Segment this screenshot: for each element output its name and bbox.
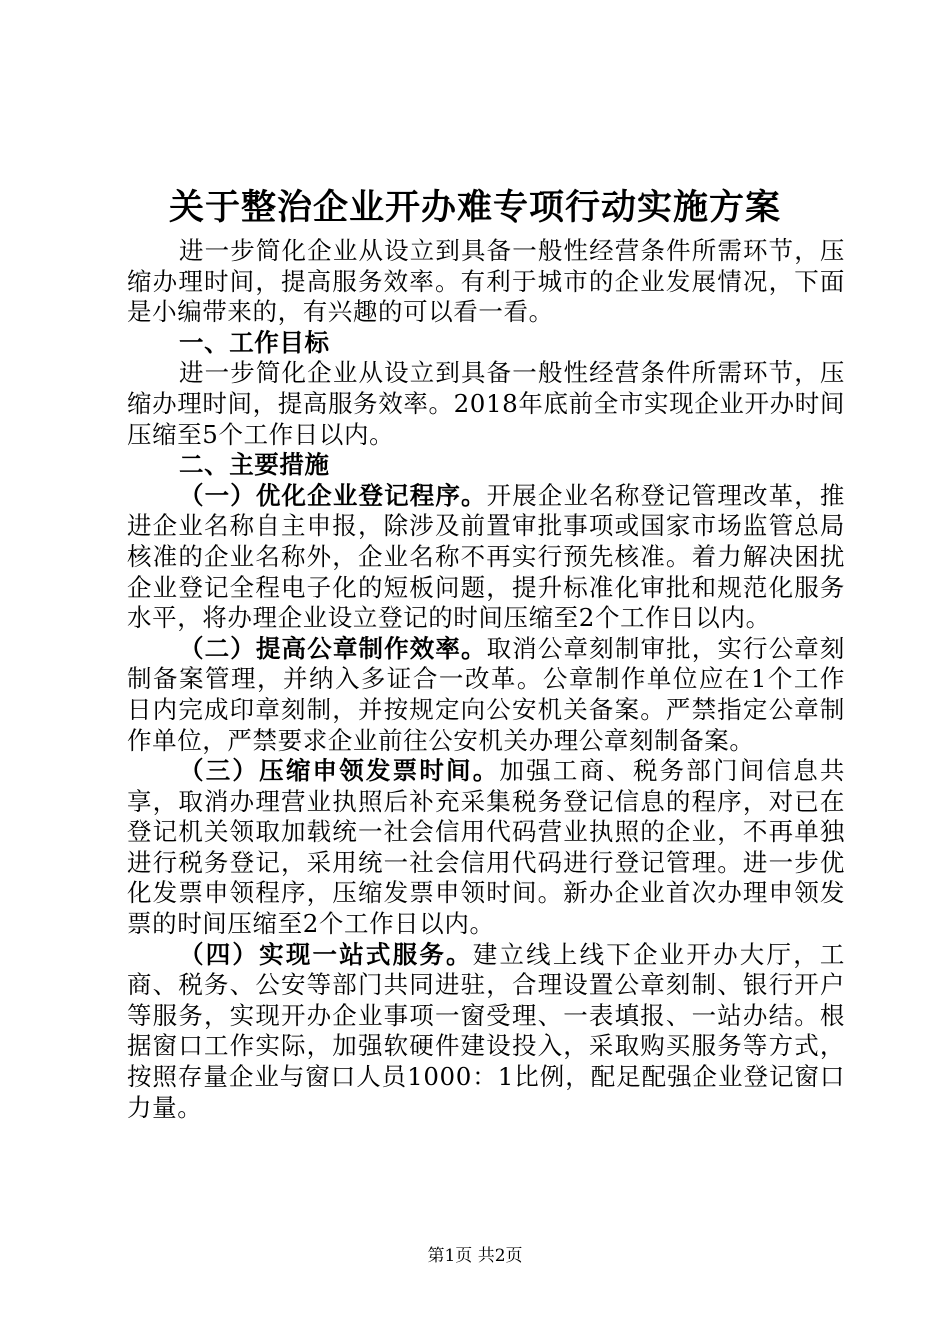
measure-item-4-lead: （四）实现一站式服务。 [179,939,473,969]
measure-item-1-text: 开展企业名称登记管理改革，推进企业名称自主申报，除涉及前置审批事项或国家市场监管总局核准的企业名称外，企业名称不再实行预先核准。着力解决困扰企业登记全程电子化的短板问题，提升标准化审批和规范化服务水平，将办理企业设立登记的时间压缩至2个工作日以内。 [127,480,846,633]
section-heading-measures: 二、主要措施 [179,450,330,480]
measure-item-3-text: 加强工商、税务部门间信息共享，取消办理营业执照后补充采集税务登记信息的程序，对已在登记机关领取加载统一社会信用代码营业执照的企业，不再单独进行税务登记，采用统一社会信用代码进行登记管理。进一步优化发票申领程序，压缩发票申领时间。新办企业首次办理申领发票的时间压缩至2个工作日以内。 [127,756,845,939]
section-heading-goals: 一、工作目标 [179,327,330,357]
measure-item-3-lead: （三）压缩申领发票时间。 [179,756,500,786]
goals-paragraph: 进一步简化企业从设立到具备一般性经营条件所需环节，压缩办理时间，提高服务效率。2018年底前全市实现企业开办时间压缩至5个工作日以内。 [127,358,845,449]
document-body [127,236,845,1123]
document-title: 关于整治企业开办难专项行动实施方案 [168,188,781,228]
measure-item-2 [127,634,845,756]
measure-item-1 [127,481,845,634]
measure-item-3 [127,756,845,940]
page-footer: 第1页 共2页 [427,1246,523,1266]
measure-item-4 [127,940,845,1124]
measure-item-1-lead: （一）优化企业登记程序。 [179,480,487,510]
intro-paragraph: 进一步简化企业从设立到具备一般性经营条件所需环节，压缩办理时间，提高服务效率。有利于城市的企业发展情况，下面是小编带来的，有兴趣的可以看一看。 [127,236,845,327]
measure-item-2-lead: （二）提高公章制作效率。 [179,633,487,663]
measure-item-2-text: 取消公章刻制审批，实行公章刻制备案管理，并纳入多证合一改革。公章制作单位应在1个工作日内完成印章刻制，并按规定向公安机关备案。严禁指定公章制作单位，严禁要求企业前往公安机关办理公章刻制备案。 [127,633,846,755]
measure-item-4-text: 建立线上线下企业开办大厅，工商、税务、公安等部门共同进驻，合理设置公章刻制、银行开户等服务，实现开办企业事项一窗受理、一表填报、一站办结。根据窗口工作实际，加强软硬件建设投入，采取购买服务等方式，按照存量企业与窗口人员1000：1比例，配足配强企业登记窗口力量。 [127,939,845,1122]
